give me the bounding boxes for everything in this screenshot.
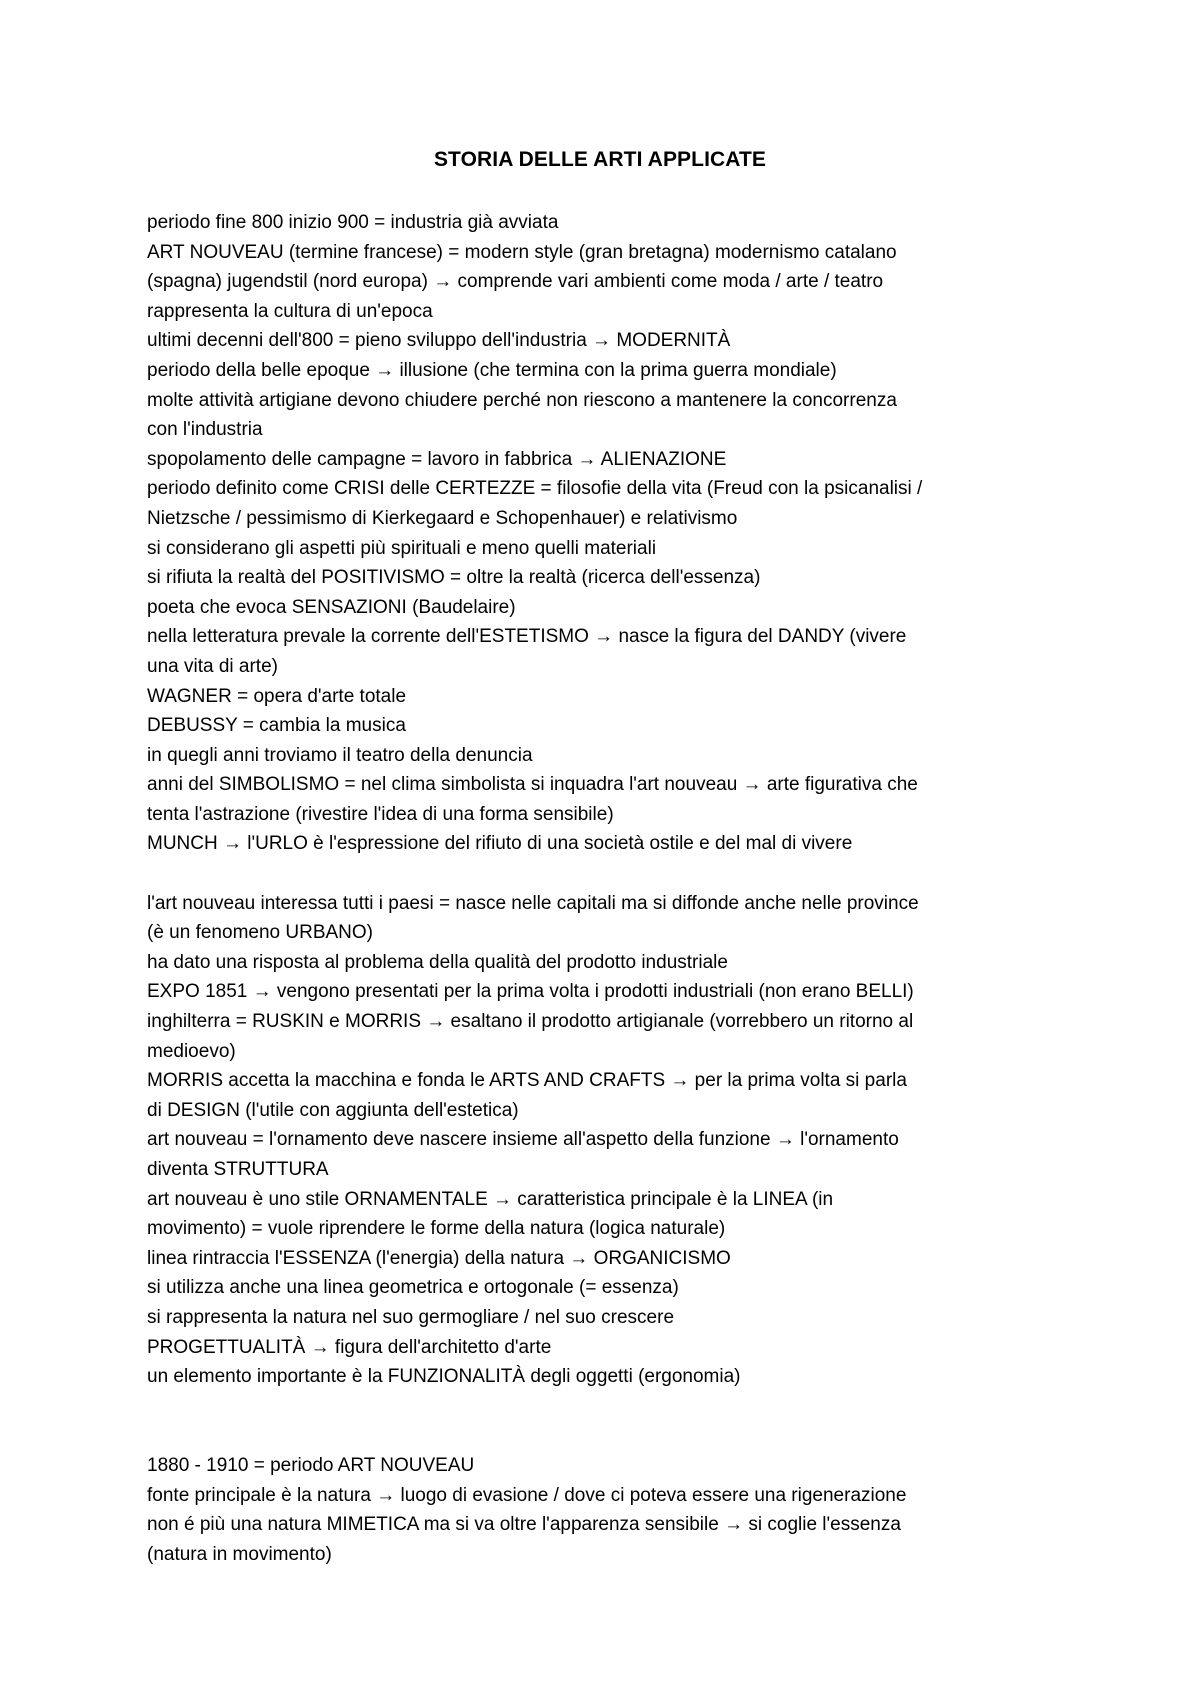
section-art-nouveau [147,889,1087,1392]
text-line: spopolamento delle campagne = lavoro in fabbrica → ALIENAZIONE [147,448,727,470]
text-line: si rifiuta la realtà del POSITIVISMO = oltre la realtà (ricerca dell'essenza) [147,567,761,589]
text-line: linea rintraccia l'ESSENZA (l'energia) della natura → ORGANICISMO [147,1247,731,1269]
text-line: ART NOUVEAU (termine francese) = modern style (gran bretagna) modernismo catalano [147,241,897,263]
text-line: periodo della belle epoque → illusione (che termina con la prima guerra mondiale) [147,359,837,381]
text-line: diventa STRUTTURA [147,1159,329,1180]
text-line: MUNCH → l'URLO è l'espressione del rifiuto di una società ostile e del mal di vivere [147,833,853,855]
section-period [147,1451,1087,1569]
text-line: EXPO 1851 → vengono presentati per la prima volta i prodotti industriali (non erano BELLI) [147,981,914,1003]
text-line: in quegli anni troviamo il teatro della denuncia [147,744,533,766]
text-line: un elemento importante è la FUNZIONALITÀ degli oggetti (ergonomia) [147,1366,741,1388]
text-line: PROGETTUALITÀ → figura dell'architetto d'arte [147,1336,552,1358]
text-line: (natura in movimento) [147,1543,332,1565]
text-line: (è un fenomeno URBANO) [147,922,373,944]
text-line: nella letteratura prevale la corrente dell'ESTETISMO → nasce la figura del DANDY (vivere [147,626,907,648]
text-line: movimento) = vuole riprendere le forme della natura (logica naturale) [147,1218,726,1240]
text-line: art nouveau = l'ornamento deve nascere insieme all'aspetto della funzione → l'ornamento [147,1129,899,1151]
text-line: tenta l'astrazione (rivestire l'idea di una forma sensibile) [147,803,614,825]
document-body [147,208,1087,1569]
text-line: di DESIGN (l'utile con aggiunta dell'estetica) [147,1099,519,1121]
text-line: fonte principale è la natura → luogo di evasione / dove ci poteva essere una rigenerazione [147,1484,907,1506]
text-line: art nouveau è uno stile ORNAMENTALE → caratteristica principale è la LINEA (in [147,1188,834,1210]
text-line: con l'industria [147,419,263,441]
text-line: si utilizza anche una linea geometrica e ortogonale (= essenza) [147,1277,679,1299]
text-line: WAGNER = opera d'arte totale [147,685,407,707]
text-line: ultimi decenni dell'800 = pieno sviluppo dell'industria → MODERNITÀ [147,330,731,352]
text-line: si considerano gli aspetti più spirituali e meno quelli materiali [147,537,657,559]
text-line: inghilterra = RUSKIN e MORRIS → esaltano il prodotto artigianale (vorrebbero un ritorno al [147,1011,914,1033]
text-line: non é più una natura MIMETICA ma si va oltre l'apparenza sensibile → si coglie l'essenza [147,1514,901,1536]
text-line: (spagna) jugendstil (nord europa) → comprende vari ambienti come moda / arte / teatro [147,271,884,293]
text-line: anni del SIMBOLISMO = nel clima simbolista si inquadra l'art nouveau → arte figurativa che [147,774,918,796]
text-line: Nietzsche / pessimismo di Kierkegaard e Schopenhauer) e relativismo [147,507,738,529]
text-line: ha dato una risposta al problema della qualità del prodotto industriale [147,951,728,973]
paragraph-spacer [147,1392,1087,1451]
text-line: molte attività artigiane devono chiudere perché non riescono a mantenere la concorrenza [147,389,897,411]
text-line: DEBUSSY = cambia la musica [147,715,406,737]
text-line: MORRIS accetta la macchina e fonda le ARTS AND CRAFTS → per la prima volta si parla [147,1070,907,1092]
paragraph-spacer [147,859,1087,889]
text-line: l'art nouveau interessa tutti i paesi = nasce nelle capitali ma si diffonde anche nelle province [147,892,919,914]
document-title: STORIA DELLE ARTI APPLICATE [433,148,767,171]
text-line: periodo fine 800 inizio 900 = industria già avviata [147,212,559,233]
text-line: 1880 - 1910 = periodo ART NOUVEAU [147,1454,475,1476]
text-line: una vita di arte) [147,655,278,677]
text-line: rappresenta la cultura di un'epoca [147,300,433,322]
text-line: poeta che evoca SENSAZIONI (Baudelaire) [147,596,516,618]
text-line: periodo definito come CRISI delle CERTEZZE = filosofie della vita (Freud con la psicanalisi / [147,478,923,500]
section-intro [147,208,1087,859]
text-line: si rappresenta la natura nel suo germogliare / nel suo crescere [147,1306,675,1328]
text-line: medioevo) [147,1040,236,1062]
